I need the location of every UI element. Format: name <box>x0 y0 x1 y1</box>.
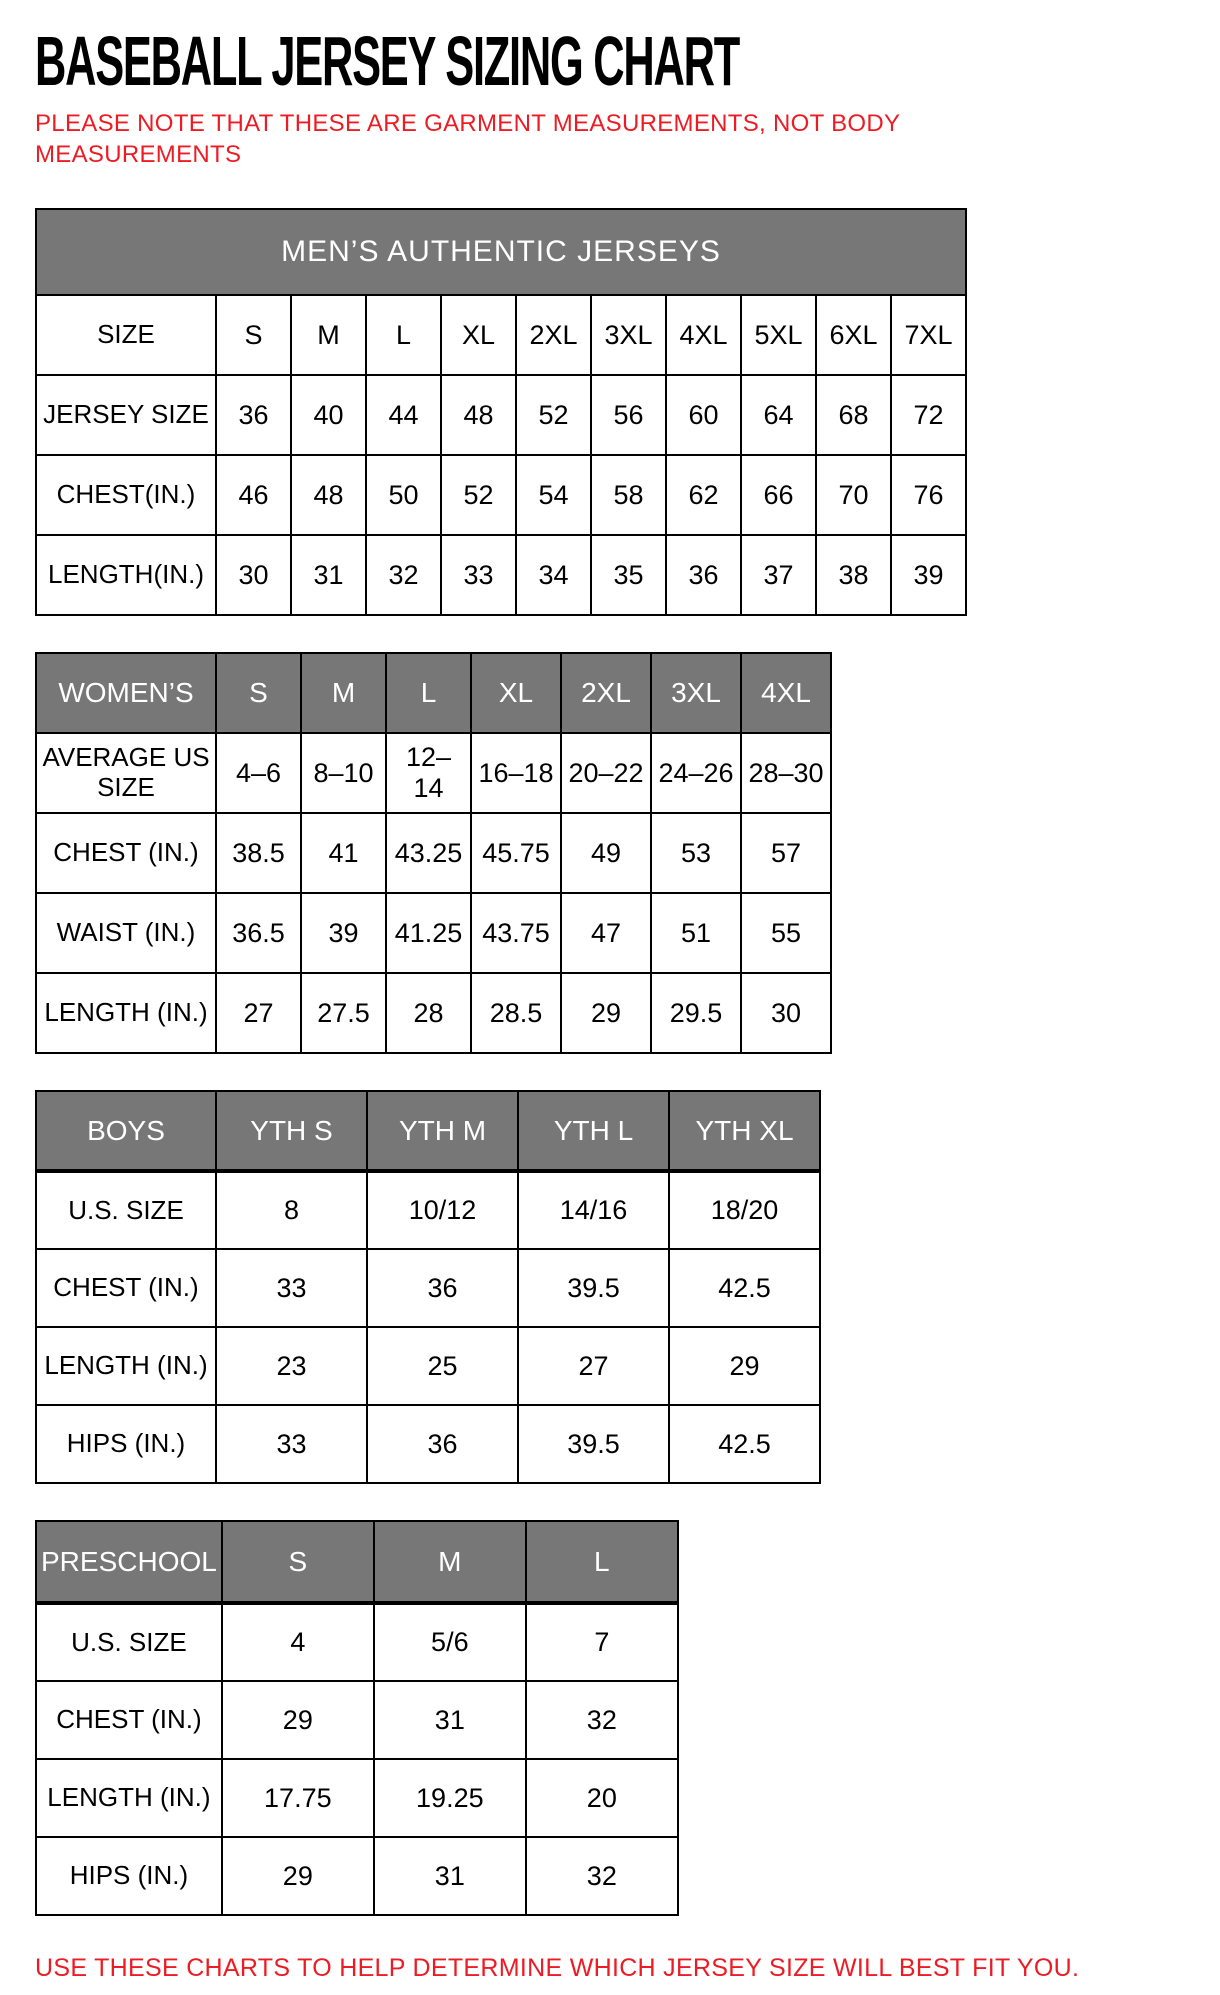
size-value-cell: 29 <box>222 1681 374 1759</box>
size-value-cell: 36 <box>666 535 741 615</box>
size-header-cell: L <box>526 1521 678 1603</box>
size-value-cell: 20 <box>526 1759 678 1837</box>
size-value-cell: 29 <box>222 1837 374 1915</box>
size-value-cell: 68 <box>816 375 891 455</box>
table-header-label: PRESCHOOL <box>36 1521 222 1603</box>
preschool-sizing-section <box>35 1520 1190 1916</box>
size-value-cell: 7 <box>526 1603 678 1681</box>
size-value-cell: 39.5 <box>518 1405 669 1483</box>
size-header-cell: S <box>216 653 301 733</box>
size-value-cell: 29.5 <box>651 973 741 1053</box>
size-value-cell: 29 <box>561 973 651 1053</box>
size-value-cell: 40 <box>291 375 366 455</box>
table-row <box>36 1603 678 1681</box>
size-value-cell: 32 <box>526 1837 678 1915</box>
size-value-cell: 8 <box>216 1171 367 1249</box>
size-value-cell: 53 <box>651 813 741 893</box>
row-label: U.S. SIZE <box>36 1171 216 1249</box>
size-header-cell: L <box>386 653 471 733</box>
size-value-cell: 32 <box>366 535 441 615</box>
row-label: HIPS (IN.) <box>36 1837 222 1915</box>
row-label: AVERAGE US SIZE <box>36 733 216 813</box>
table-row <box>36 893 831 973</box>
size-value-cell: 62 <box>666 455 741 535</box>
size-value-cell: 7XL <box>891 295 966 375</box>
size-value-cell: 60 <box>666 375 741 455</box>
size-value-cell: 5XL <box>741 295 816 375</box>
size-header-cell: YTH XL <box>669 1091 820 1171</box>
row-label: LENGTH(IN.) <box>36 535 216 615</box>
mens-size-table <box>35 208 967 616</box>
womens-sizing-section <box>35 652 1190 1054</box>
size-value-cell: 36 <box>367 1249 518 1327</box>
row-label: LENGTH (IN.) <box>36 1327 216 1405</box>
size-value-cell: 10/12 <box>367 1171 518 1249</box>
size-value-cell: 4 <box>222 1603 374 1681</box>
size-header-cell: YTH S <box>216 1091 367 1171</box>
size-header-cell: M <box>374 1521 526 1603</box>
size-value-cell: 38 <box>816 535 891 615</box>
row-label: WAIST (IN.) <box>36 893 216 973</box>
size-value-cell: 38.5 <box>216 813 301 893</box>
size-value-cell: 4–6 <box>216 733 301 813</box>
size-value-cell: 45.75 <box>471 813 561 893</box>
size-value-cell: 28–30 <box>741 733 831 813</box>
garment-measurements-note: PLEASE NOTE THAT THESE ARE GARMENT MEASUREMENTS, NOT BODY MEASUREMENTS <box>35 110 900 169</box>
size-value-cell: 27.5 <box>301 973 386 1053</box>
row-label: LENGTH (IN.) <box>36 973 216 1053</box>
table-row <box>36 1327 820 1405</box>
row-label: CHEST(IN.) <box>36 455 216 535</box>
size-value-cell: 6XL <box>816 295 891 375</box>
page-title: BASEBALL JERSEY SIZING CHART <box>35 22 740 100</box>
table-row <box>36 535 966 615</box>
size-value-cell: 42.5 <box>669 1249 820 1327</box>
size-value-cell: 25 <box>367 1327 518 1405</box>
size-value-cell: 48 <box>441 375 516 455</box>
size-value-cell: 47 <box>561 893 651 973</box>
table-row <box>36 295 966 375</box>
table-row <box>36 1759 678 1837</box>
table-header-row <box>36 653 831 733</box>
table-row <box>36 1249 820 1327</box>
size-value-cell: 30 <box>741 973 831 1053</box>
size-value-cell: 70 <box>816 455 891 535</box>
size-value-cell: 30 <box>216 535 291 615</box>
table-row <box>36 1681 678 1759</box>
size-value-cell: 32 <box>526 1681 678 1759</box>
size-value-cell: 16–18 <box>471 733 561 813</box>
table-row <box>36 973 831 1053</box>
table-banner-row <box>36 209 966 295</box>
size-header-cell: YTH L <box>518 1091 669 1171</box>
size-value-cell: 2XL <box>516 295 591 375</box>
size-value-cell: 52 <box>516 375 591 455</box>
size-value-cell: 37 <box>741 535 816 615</box>
table-row <box>36 1171 820 1249</box>
size-value-cell: 19.25 <box>374 1759 526 1837</box>
table-header-label: BOYS <box>36 1091 216 1171</box>
size-value-cell: 23 <box>216 1327 367 1405</box>
table-row <box>36 733 831 813</box>
size-value-cell: 27 <box>216 973 301 1053</box>
table-banner: MEN’S AUTHENTIC JERSEYS <box>36 209 966 295</box>
size-value-cell: 39 <box>301 893 386 973</box>
size-value-cell: 52 <box>441 455 516 535</box>
table-row <box>36 1837 678 1915</box>
size-header-cell: M <box>301 653 386 733</box>
size-value-cell: 29 <box>669 1327 820 1405</box>
table-row <box>36 455 966 535</box>
table-header-label: WOMEN’S <box>36 653 216 733</box>
size-value-cell: 42.5 <box>669 1405 820 1483</box>
size-value-cell: 41 <box>301 813 386 893</box>
row-label: CHEST (IN.) <box>36 1249 216 1327</box>
size-value-cell: 66 <box>741 455 816 535</box>
size-header-cell: YTH M <box>367 1091 518 1171</box>
size-value-cell: 43.75 <box>471 893 561 973</box>
size-value-cell: 8–10 <box>301 733 386 813</box>
size-value-cell: 31 <box>291 535 366 615</box>
size-value-cell: 49 <box>561 813 651 893</box>
size-value-cell: 33 <box>441 535 516 615</box>
table-row <box>36 375 966 455</box>
size-value-cell: 76 <box>891 455 966 535</box>
size-value-cell: 41.25 <box>386 893 471 973</box>
mens-sizing-section <box>35 208 1190 616</box>
size-value-cell: 33 <box>216 1249 367 1327</box>
size-value-cell: S <box>216 295 291 375</box>
size-value-cell: 12–14 <box>386 733 471 813</box>
size-value-cell: 18/20 <box>669 1171 820 1249</box>
size-value-cell: L <box>366 295 441 375</box>
size-value-cell: 39 <box>891 535 966 615</box>
size-value-cell: 14/16 <box>518 1171 669 1249</box>
size-value-cell: 39.5 <box>518 1249 669 1327</box>
size-value-cell: 3XL <box>591 295 666 375</box>
size-header-cell: 2XL <box>561 653 651 733</box>
table-header-row <box>36 1521 678 1603</box>
size-value-cell: 28.5 <box>471 973 561 1053</box>
table-row <box>36 813 831 893</box>
boys-size-table <box>35 1090 821 1484</box>
size-value-cell: 46 <box>216 455 291 535</box>
fit-advice-note: USE THESE CHARTS TO HELP DETERMINE WHICH JERSEY SIZE WILL BEST FIT YOU. <box>35 1954 1080 1983</box>
size-value-cell: 20–22 <box>561 733 651 813</box>
size-header-cell: 3XL <box>651 653 741 733</box>
size-header-cell: XL <box>471 653 561 733</box>
size-value-cell: 57 <box>741 813 831 893</box>
row-label: HIPS (IN.) <box>36 1405 216 1483</box>
row-label: U.S. SIZE <box>36 1603 222 1681</box>
size-value-cell: 48 <box>291 455 366 535</box>
size-value-cell: 35 <box>591 535 666 615</box>
size-value-cell: 24–26 <box>651 733 741 813</box>
size-value-cell: 17.75 <box>222 1759 374 1837</box>
row-label: JERSEY SIZE <box>36 375 216 455</box>
size-value-cell: 55 <box>741 893 831 973</box>
size-value-cell: 36 <box>367 1405 518 1483</box>
size-header-cell: S <box>222 1521 374 1603</box>
size-value-cell: 44 <box>366 375 441 455</box>
size-header-cell: 4XL <box>741 653 831 733</box>
table-row <box>36 1405 820 1483</box>
size-value-cell: 31 <box>374 1681 526 1759</box>
size-value-cell: 43.25 <box>386 813 471 893</box>
size-value-cell: 5/6 <box>374 1603 526 1681</box>
size-value-cell: 36 <box>216 375 291 455</box>
tables-container <box>35 208 1190 1916</box>
size-value-cell: 27 <box>518 1327 669 1405</box>
size-value-cell: 58 <box>591 455 666 535</box>
size-value-cell: 54 <box>516 455 591 535</box>
size-value-cell: 28 <box>386 973 471 1053</box>
size-value-cell: 50 <box>366 455 441 535</box>
size-value-cell: 33 <box>216 1405 367 1483</box>
size-value-cell: 34 <box>516 535 591 615</box>
table-header-row <box>36 1091 820 1171</box>
row-label: SIZE <box>36 295 216 375</box>
size-value-cell: 31 <box>374 1837 526 1915</box>
size-value-cell: M <box>291 295 366 375</box>
size-value-cell: 56 <box>591 375 666 455</box>
womens-size-table <box>35 652 832 1054</box>
size-value-cell: 51 <box>651 893 741 973</box>
preschool-size-table <box>35 1520 679 1916</box>
row-label: CHEST (IN.) <box>36 1681 222 1759</box>
size-value-cell: XL <box>441 295 516 375</box>
size-value-cell: 64 <box>741 375 816 455</box>
boys-sizing-section <box>35 1090 1190 1484</box>
size-value-cell: 4XL <box>666 295 741 375</box>
row-label: LENGTH (IN.) <box>36 1759 222 1837</box>
row-label: CHEST (IN.) <box>36 813 216 893</box>
size-value-cell: 72 <box>891 375 966 455</box>
size-value-cell: 36.5 <box>216 893 301 973</box>
